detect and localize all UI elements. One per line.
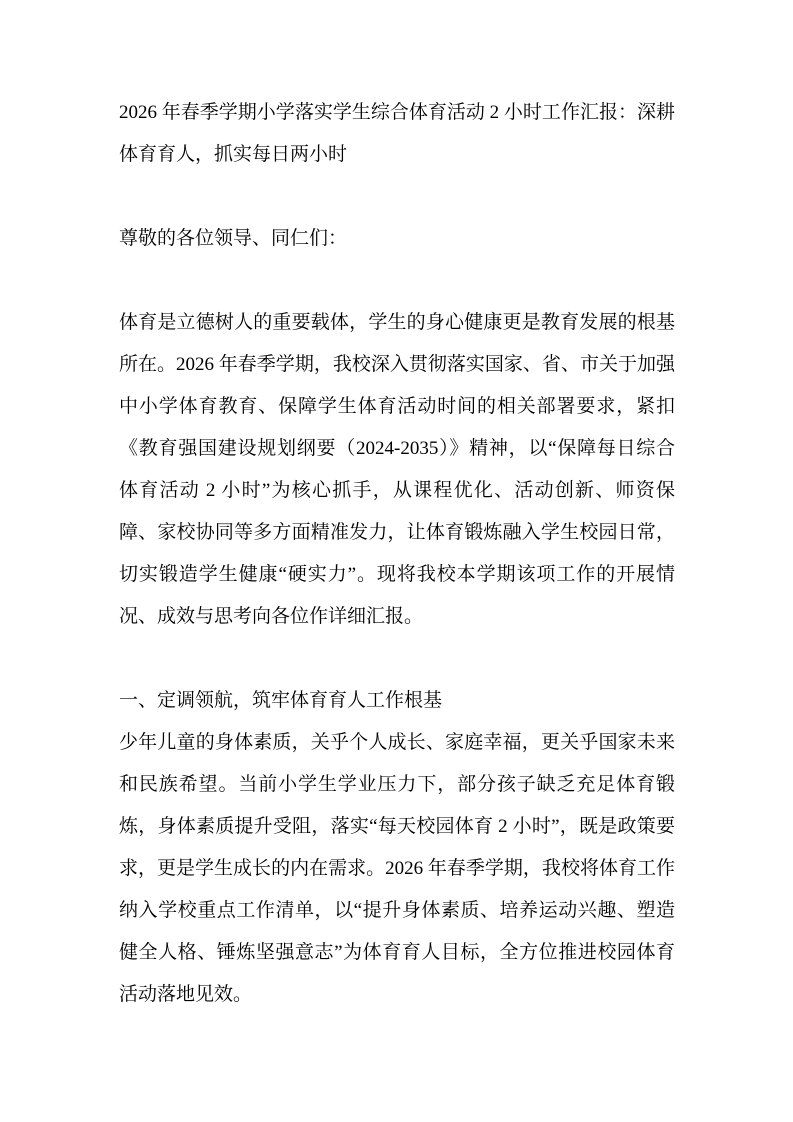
greeting-line: 尊敬的各位领导、同仁们：: [119, 228, 348, 249]
body-paragraph-section-1: 少年儿童的身体素质，关乎个人成长、家庭幸福，更关乎国家未来和民族希望。当前小学生学业压力下，部分孩子缺乏充足体育锻炼，身体素质提升受阻，落实“每天校园体育 2 小时”，既是政策要求，更是学生成长的内在需求。2026 年春季学期，我校将体育工作纳入学校重点工作清单，以“提升身体素质、培养运动兴趣、塑造健全人格、锤炼坚强意志”为体育育人目标，全方位推进校园体育活动落地见效。: [119, 732, 675, 1005]
document-title: 2026 年春季学期小学落实学生综合体育活动 2 小时工作汇报：深耕体育育人，抓实每日两小时: [119, 102, 675, 165]
body-paragraph-intro: 体育是立德树人的重要载体，学生的身心健康更是教育发展的根基所在。2026 年春季学期，我校深入贯彻落实国家、省、市关于加强中小学体育教育、保障学生体育活动时间的相关部署要求，紧扣《教育强国建设规划纲要（2024-2035）》精神，以“保障每日综合体育活动 2 小时”为核心抓手，从课程优化、活动创新、师资保障、家校协同等多方面精准发力，让体育锻炼融入学生校园日常，切实锻造学生健康“硬实力”。现将我校本学期该项工作的开展情况、成效与思考向各位作详细汇报。: [119, 312, 675, 627]
section-heading-1: 一、定调领航，筑牢体育育人工作根基: [119, 690, 443, 711]
